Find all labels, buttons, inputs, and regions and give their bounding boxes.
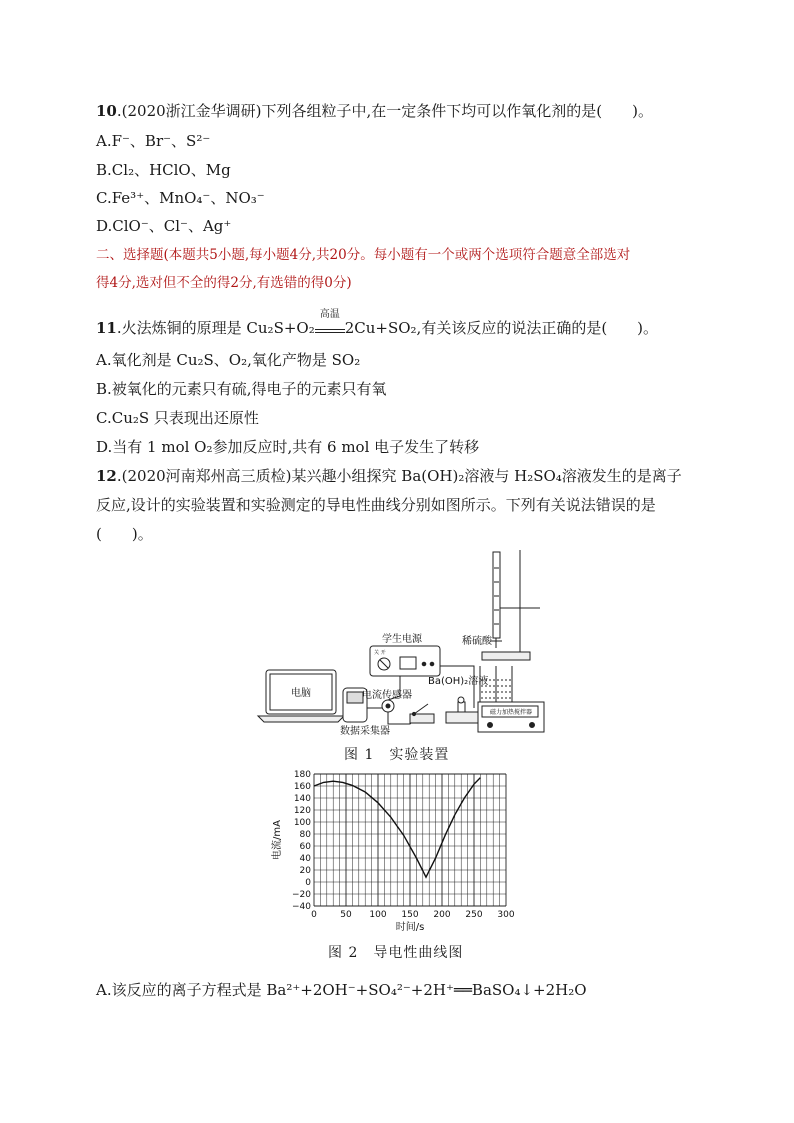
q11-text-post: 2Cu+SO₂,有关该反应的说法正确的是( )。 bbox=[344, 319, 659, 337]
dilute-acid-label: 稀硫酸 bbox=[462, 636, 492, 647]
computer-label: 电脑 bbox=[291, 688, 311, 699]
current-sensor-label: 电流传感器 bbox=[362, 690, 412, 701]
switch-icon bbox=[410, 704, 434, 723]
y-tick-label: 40 bbox=[299, 854, 311, 864]
y-tick-label: 80 bbox=[299, 830, 311, 840]
q11-reaction-condition: 高温 bbox=[319, 309, 340, 320]
q10-text: .(2020浙江金华调研)下列各组粒子中,在一定条件下均可以作氧化剂的是( )。 bbox=[116, 102, 653, 120]
figure2-caption: 图 2 导电性曲线图 bbox=[328, 945, 464, 961]
y-tick-label: 0 bbox=[305, 878, 311, 888]
x-tick-label: 0 bbox=[311, 910, 317, 920]
q10-number: 10 bbox=[96, 102, 117, 120]
q12-number: 12 bbox=[96, 467, 117, 485]
q12-option-a: A.该反应的离子方程式是 Ba²⁺+2OH⁻+SO₄²⁻+2H⁺══BaSO₄↓+2H₂O bbox=[96, 981, 587, 999]
q11-option-a: A.氧化剂是 Cu₂S、O₂,氧化产物是 SO₂ bbox=[96, 351, 361, 369]
conductivity-chart bbox=[270, 768, 520, 938]
figure1-caption: 图 1 实验装置 bbox=[344, 747, 450, 763]
q11-stem bbox=[96, 309, 659, 338]
y-tick-label: 100 bbox=[293, 818, 311, 828]
q10-option-d: D.ClO⁻、Cl⁻、Ag⁺ bbox=[96, 217, 232, 235]
q10-option-c: C.Fe³⁺、MnO₄⁻、NO₃⁻ bbox=[96, 189, 265, 207]
x-tick-label: 50 bbox=[340, 910, 352, 920]
y-tick-label: −40 bbox=[292, 902, 311, 912]
q11-option-b: B.被氧化的元素只有硫,得电子的元素只有氧 bbox=[96, 380, 387, 398]
q12-stem-line3: ( )。 bbox=[96, 525, 153, 543]
y-tick-label: −20 bbox=[292, 890, 311, 900]
stirrer-label: 磁力加热搅拌器 bbox=[489, 709, 533, 716]
q10-option-a: A.F⁻、Br⁻、S²⁻ bbox=[96, 132, 211, 150]
y-tick-label: 20 bbox=[299, 866, 311, 876]
q11-option-c: C.Cu₂S 只表现出还原性 bbox=[96, 409, 259, 427]
x-axis-label: 时间/s bbox=[395, 922, 425, 933]
q10-option-b: B.Cl₂、HClO、Mg bbox=[96, 161, 231, 179]
x-tick-label: 150 bbox=[401, 910, 419, 920]
q11-option-d: D.当有 1 mol O₂参加反应时,共有 6 mol 电子发生了转移 bbox=[96, 438, 480, 456]
q12-stem-line2: 反应,设计的实验装置和实验测定的导电性曲线分别如图所示。下列有关说法错误的是 bbox=[96, 496, 656, 514]
x-axis-ticks bbox=[311, 910, 515, 920]
y-tick-label: 140 bbox=[293, 794, 311, 804]
section2-heading-line2: 得4分,选对但不全的得2分,有选错的得0分) bbox=[96, 275, 352, 291]
experiment-apparatus-diagram bbox=[250, 548, 550, 738]
y-tick-label: 180 bbox=[293, 770, 311, 780]
chart-grid bbox=[314, 774, 506, 906]
y-tick-label: 160 bbox=[293, 782, 311, 792]
magnetic-stirrer-icon bbox=[478, 702, 544, 732]
section2-heading-line1: 二、选择题(本题共5小题,每小题4分,共20分。每小题有一个或两个选项符合题意全部选对 bbox=[96, 247, 631, 263]
q11-number: 11 bbox=[96, 319, 117, 337]
q12-stem-line1 bbox=[96, 466, 682, 486]
q11-text-pre: .火法炼铜的原理是 Cu₂S+O₂ bbox=[116, 319, 315, 337]
q10-stem bbox=[96, 101, 653, 121]
q12-text-1: .(2020河南郑州高三质检)某兴趣小组探究 Ba(OH)₂溶液与 H₂SO₄溶液发生的是离子 bbox=[116, 467, 682, 485]
solution-label: Ba(OH)₂溶液 bbox=[428, 676, 489, 687]
y-tick-label: 60 bbox=[299, 842, 311, 852]
data-collector-label: 数据采集器 bbox=[340, 726, 390, 737]
y-tick-label: 120 bbox=[293, 806, 311, 816]
power-supply-label: 学生电源 bbox=[382, 634, 422, 645]
q11-reaction-arrow bbox=[315, 309, 345, 333]
y-axis-ticks bbox=[292, 770, 311, 912]
x-tick-label: 300 bbox=[497, 910, 515, 920]
x-tick-label: 100 bbox=[369, 910, 387, 920]
y-axis-label: 电流/mA bbox=[272, 820, 283, 860]
current-sensor-icon bbox=[382, 700, 394, 712]
x-tick-label: 250 bbox=[465, 910, 483, 920]
power-switch-label: 关 开 bbox=[374, 650, 386, 656]
x-tick-label: 200 bbox=[433, 910, 451, 920]
